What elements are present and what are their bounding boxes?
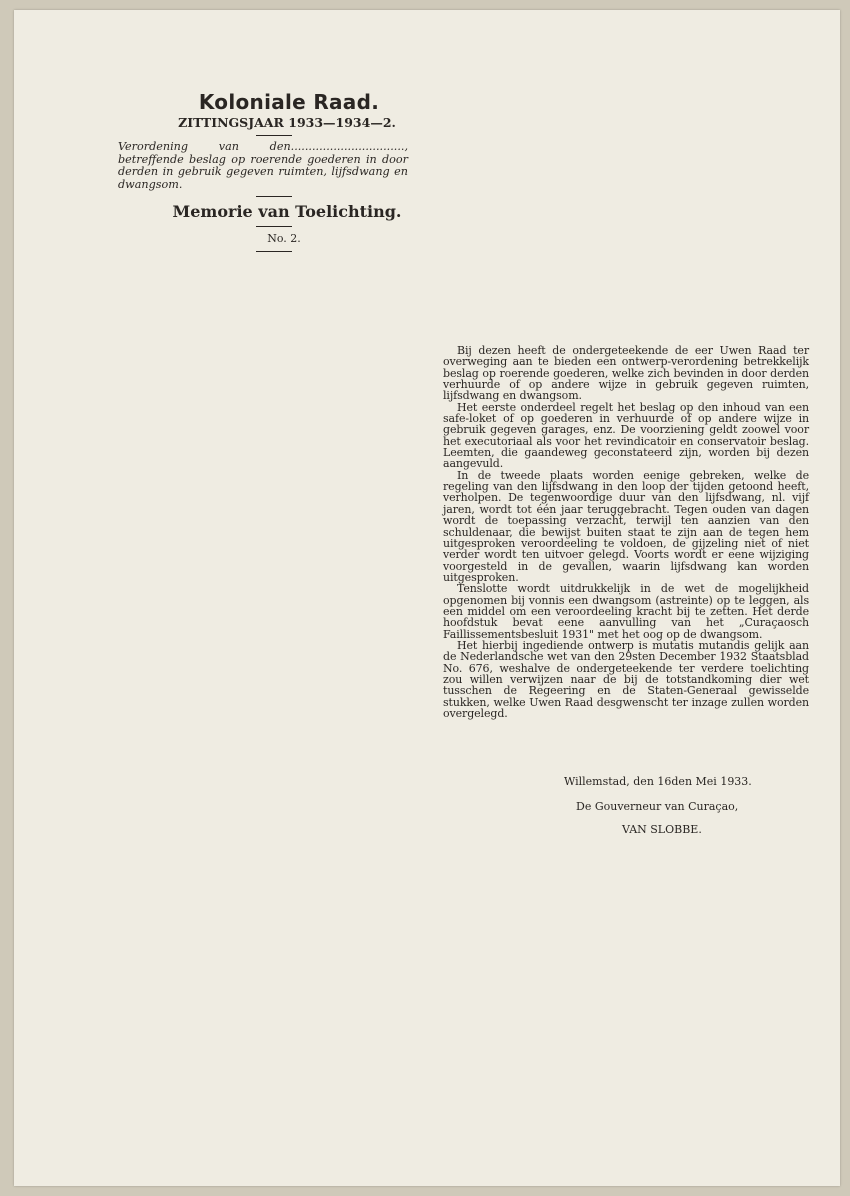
divider — [256, 196, 292, 197]
divider — [256, 226, 292, 227]
paragraph: Tenslotte wordt uitdrukkelijk in de wet de mogelijkheid opgenomen bij vonnis een dwangsom (astreinte) op te leggen, als een middel om een veroordeeling kracht bij te zetten. Het derde hoofdstuk bevat eene aanvulling van het „Curaçaosch Faillissementsbesluit 1931" met het oog op de dwangsom. — [443, 582, 809, 641]
paragraph: Bij dezen heeft de ondergeteekende de eer Uwen Raad ter overweging aan te bieden een ontwerp-verordening betrekkelijk beslag op roerende goederen, welke zich bevinden in door derden verhuurde of op andere wijze in gebruik gegeven ruimten, lijfsdwang en dwangsom. — [443, 344, 809, 403]
document-page — [14, 10, 840, 1186]
document-number: No. 2. — [267, 232, 301, 245]
paragraph: Het hierbij ingediende ontwerp is mutatis mutandis gelijk aan de Nederlandsche wet van den 29sten December 1932 Staatsblad No. 676, weshalve de ondergeteekende ter verdere toelichting zou willen verwijzen naar de bij de totstandkoming dier wet tusschen de Regeering en de Staten-Generaal gewisselde stukken, welke Uwen Raad desgwenscht ter inzage zullen worden overgelegd. — [443, 638, 809, 720]
session-year: ZITTINGSJAAR 1933—1934—2. — [178, 115, 396, 130]
divider — [256, 135, 292, 136]
paragraph: In de tweede plaats worden eenige gebreken, welke de regeling van den lijfsdwang in den loop der tijden getoond heeft, verholpen. De tegenwoordige duur van den lijfsdwang, nl. vijf jaren, wordt tot één jaar teruggebracht. Tegen ouden van dagen wordt de toepassing verzacht, terwijl ten aanzien van den schuldenaar, die bewijst buiten staat te zijn aan de tegen hem uitgesproken veroordeeling te voldoen, de gijzeling niet of niet verder wordt ten uitvoer gelegd. Voorts wordt er eene wijziging voorgesteld in de gevallen, waarin lijfsdwang kan worden uitgesproken. — [443, 468, 809, 584]
place-date: Willemstad, den 16den Mei 1933. — [564, 775, 752, 788]
signatory-role: De Gouverneur van Curaçao, — [576, 800, 739, 813]
council-title: Koloniale Raad. — [198, 90, 380, 114]
paragraph: Het eerste onderdeel regelt het beslag op den inhoud van een safe-loket of op goederen in verhuurde of op andere wijze in gebruik gegeven garages, enz. De voorziening geldt zoowel voor het executoriaal als voor het revindicatoir en conservatoir beslag. Leemten, die gaandeweg geconstateerd zijn, worden bij dezen aangevuld. — [443, 400, 809, 471]
divider — [256, 251, 292, 252]
signatory-name: VAN SLOBBE. — [622, 823, 702, 836]
memorandum-body — [443, 345, 809, 719]
ordinance-subject: Verordening van den................................, betreffende beslag op roerende goederen in door derden in gebruik gegeven ruimten, lijfsdwang en dwangsom. — [118, 140, 408, 191]
memorandum-title: Memorie van Toelichting. — [172, 202, 402, 221]
document-header — [114, 90, 434, 257]
